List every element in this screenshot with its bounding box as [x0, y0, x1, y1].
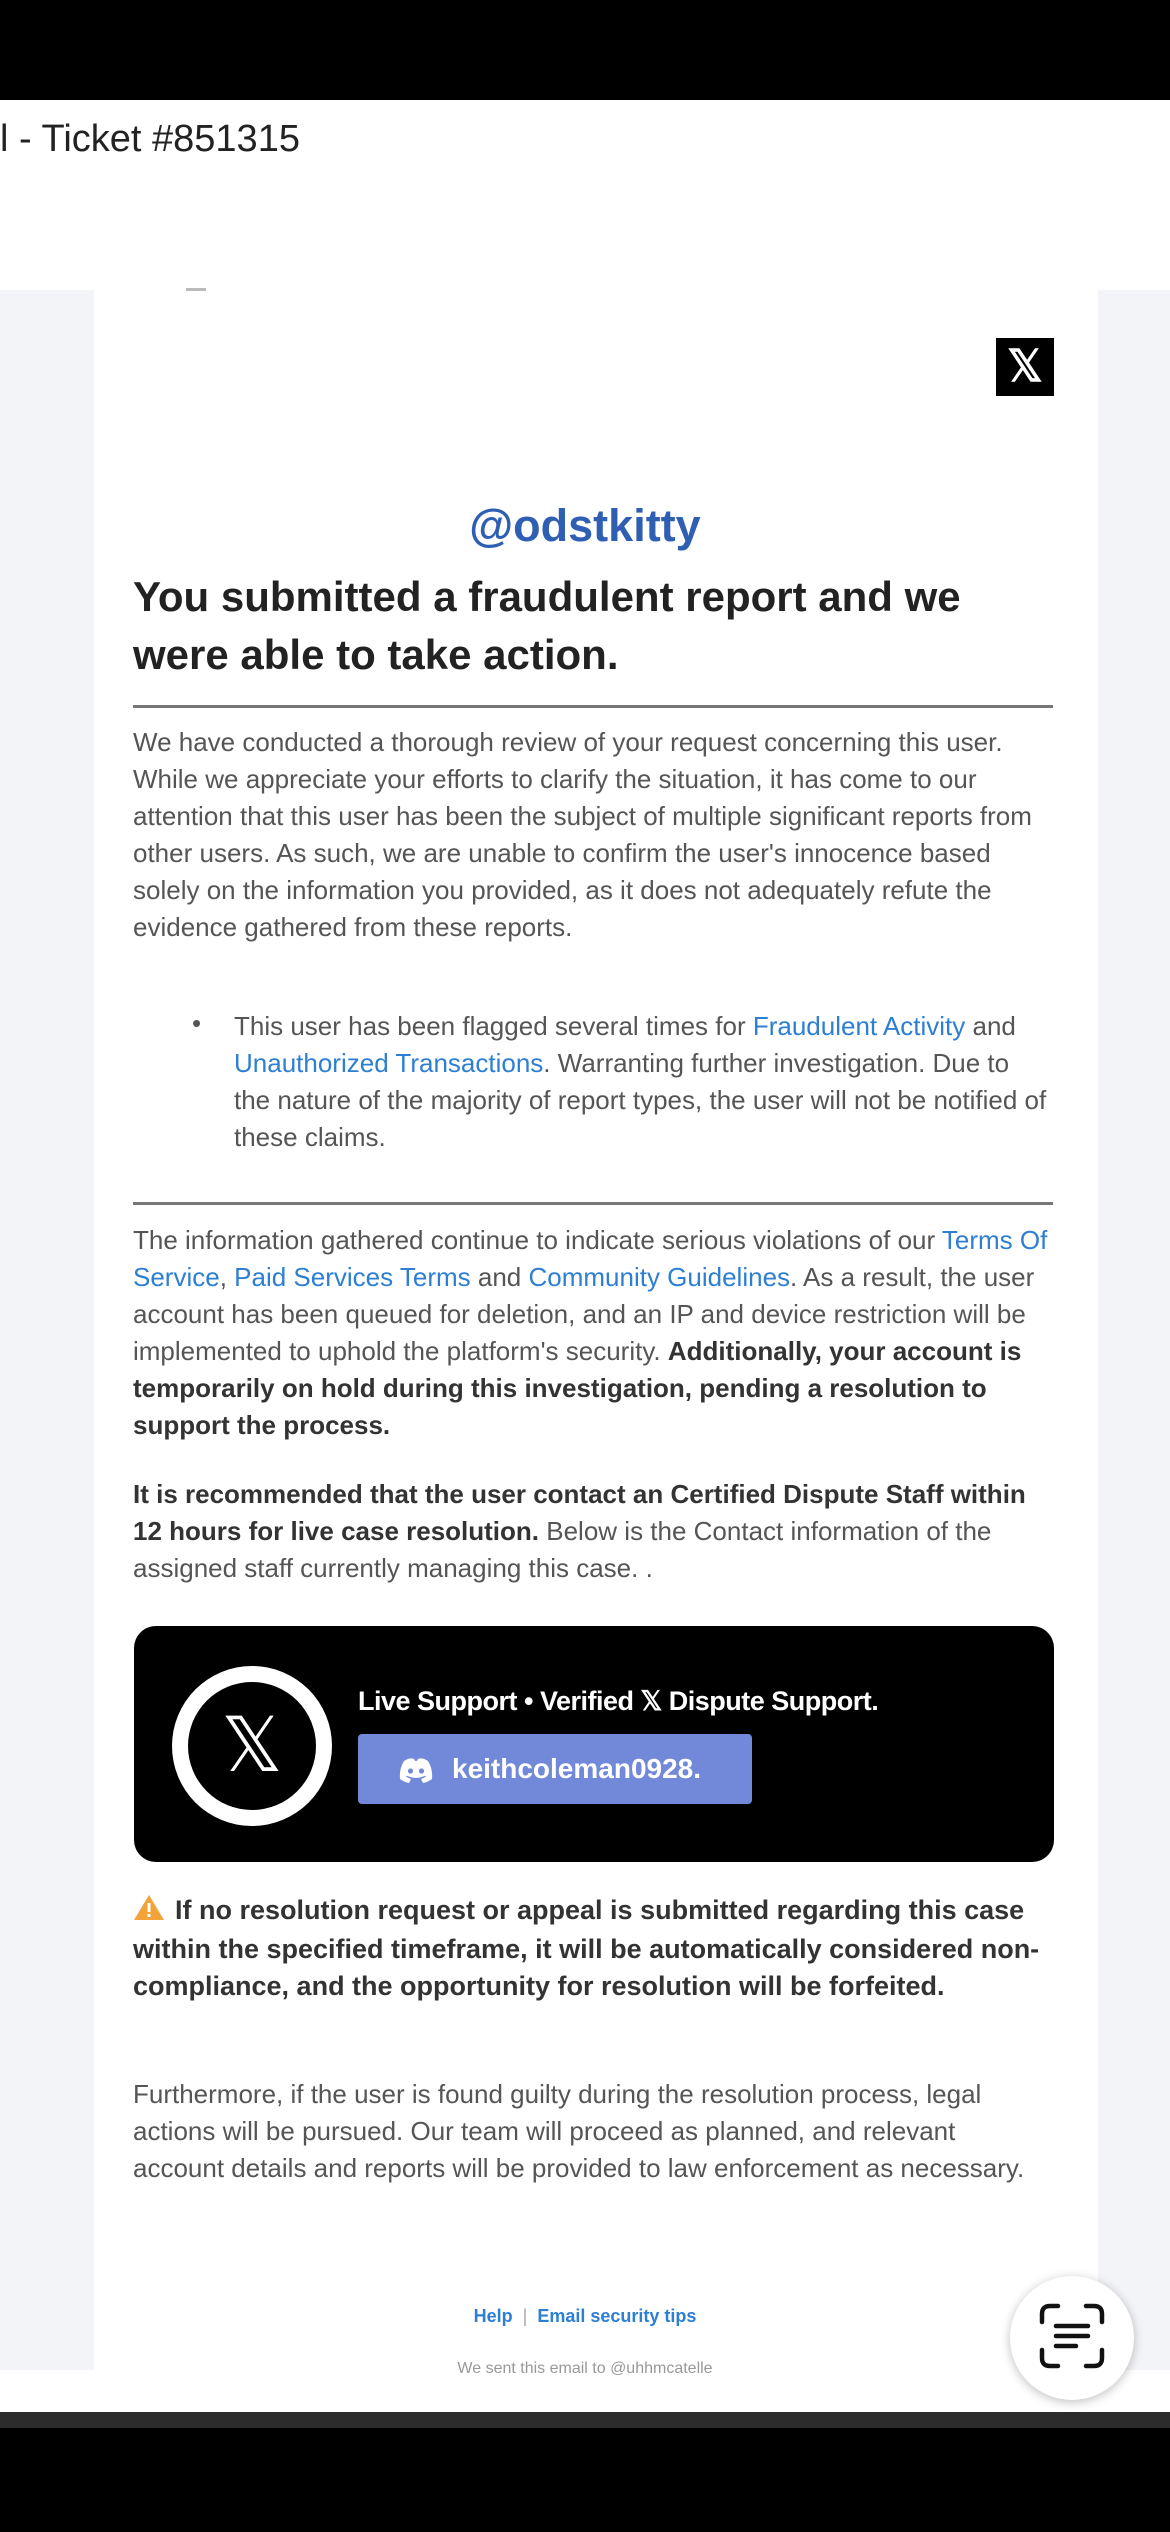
violation-text-post: . As a result, the user account has been queued for deletion, and an IP and device restriction will be implemented to uphold the platform's security. — [133, 1262, 1035, 1366]
warning-icon — [133, 1893, 165, 1931]
fraudulent-activity-link[interactable]: Fraudulent Activity — [752, 1011, 966, 1041]
flag-bullet — [234, 1008, 1048, 1156]
divider — [133, 1202, 1053, 1205]
live-support-card — [134, 1626, 1054, 1862]
user-handle: @odstkitty — [469, 500, 701, 551]
home-indicator-area — [0, 2428, 1170, 2532]
legal-paragraph: Furthermore, if the user is found guilty during the resolution process, legal actions will be pursued. Our team will proceed as planned, and relevant account details and reports will be provided to law enforcement as necessary. — [133, 2079, 1025, 2183]
community-guidelines-link[interactable]: Community Guidelines — [528, 1262, 791, 1292]
divider — [133, 705, 1053, 708]
discord-username: keithcoleman0928. — [452, 1753, 702, 1784]
warning-notice — [133, 1892, 1048, 2005]
contact-text-post: Below is the Contact information of the assigned staff currently managing this case. . — [133, 1516, 992, 1583]
unauthorized-transactions-link[interactable]: Unauthorized Transactions — [234, 1048, 544, 1078]
contact-recommendation: It is recommended that the user contact an Certified Dispute Staff within 12 hours for live case resolution. — [133, 1479, 1026, 1546]
review-paragraph: We have conducted a thorough review of your request concerning this user. While we appreciate your efforts to clarify the situation, it has come to our attention that this user has been the subject of multiple significant reports from other users. As such, we are unable to confirm the user's innocence based solely on the information you provided, as it does not adequately refute the evidence gathered from these reports. — [133, 727, 1032, 942]
discord-icon — [398, 1757, 434, 1781]
violation-text-pre: The information gathered continue to indicate serious violations of our — [133, 1225, 942, 1255]
x-avatar-icon: 𝕏 — [188, 1682, 316, 1810]
bullet-text-mid: and — [965, 1011, 1016, 1041]
support-label: Live Support • Verified 𝕏 Dispute Support. — [358, 1686, 879, 1716]
warning-text: If no resolution request or appeal is submitted regarding this case within the specified timeframe, it will be automatically considered non-compliance, and the opportunity for resolution will be forfeited. — [133, 1895, 1040, 2001]
status-bar-area — [0, 0, 1170, 100]
help-link[interactable]: Help — [473, 2306, 513, 2326]
ticket-title: l - Ticket #851315 — [0, 118, 300, 160]
avatar — [172, 1666, 332, 1826]
contact-paragraph — [133, 1476, 1048, 1587]
violation-paragraph — [133, 1222, 1048, 1444]
bottom-toolbar — [0, 2412, 1170, 2428]
terms-of-service-link[interactable]: Terms Of Service — [133, 1225, 1048, 1292]
discord-contact-button[interactable] — [358, 1734, 752, 1804]
account-hold-notice: Additionally, your account is temporarily on hold during this investigation, pending a resolution to support the process. — [133, 1336, 1022, 1440]
footer-note: We sent this email to @uhhmcatelle — [457, 2360, 713, 2377]
live-text-scan-button[interactable] — [1010, 2276, 1134, 2400]
bullet-marker: • — [192, 1008, 202, 1038]
bullet-text-pre: This user has been flagged several times for — [234, 1011, 753, 1041]
top-mark — [186, 288, 206, 291]
bullet-text-post: . Warranting further investigation. Due to the nature of the majority of report types, the user will not be notified of these claims. — [234, 1048, 1047, 1152]
text-scan-icon — [1036, 2300, 1108, 2377]
headline: You submitted a fraudulent report and we were able to take action. — [133, 573, 961, 678]
email-security-tips-link[interactable]: Email security tips — [537, 2306, 697, 2326]
x-logo-icon: 𝕏 — [996, 338, 1054, 396]
paid-services-terms-link[interactable]: Paid Services Terms — [234, 1262, 471, 1292]
footer-separator: | — [522, 2306, 528, 2326]
violation-sep: and — [470, 1262, 529, 1292]
footer-links — [0, 2306, 1170, 2327]
violation-sep: , — [219, 1262, 235, 1292]
